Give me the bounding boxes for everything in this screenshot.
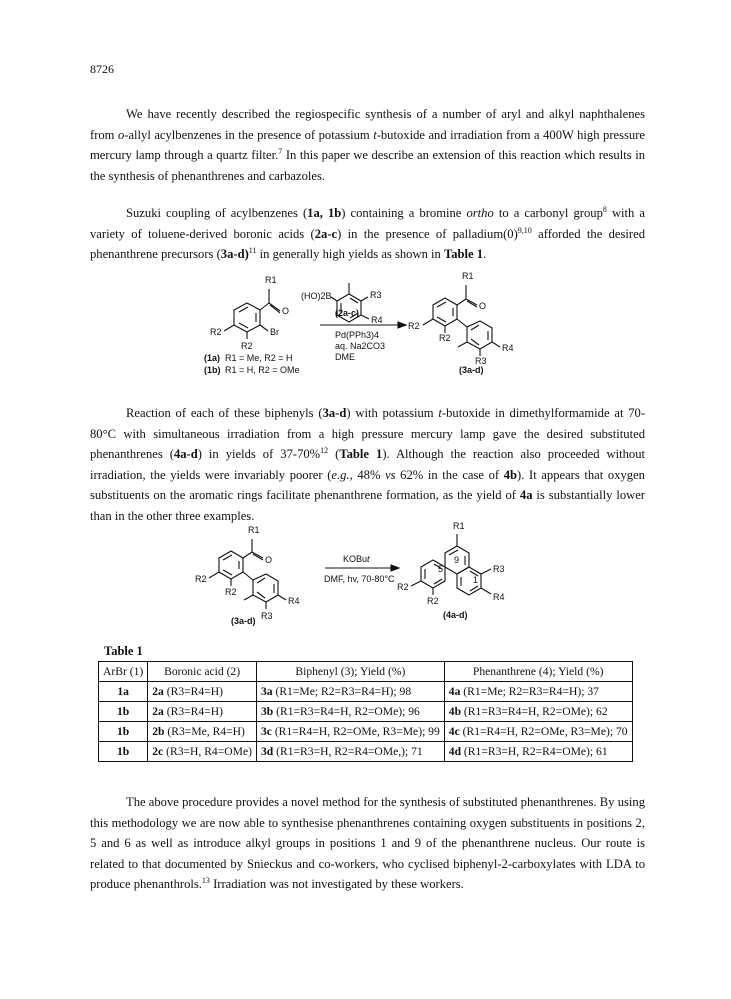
label-r2: R2 (241, 341, 253, 351)
label-condition-base: aq. Na2CO3 (335, 341, 386, 351)
label-r1: R1 (453, 521, 465, 531)
label-r4: R4 (371, 315, 383, 325)
label-sm-3ad: (3a-d) (231, 616, 256, 626)
paragraph-suzuki: Suzuki coupling of acylbenzenes (1a, 1b) containing a bromine ortho to a carbonyl group$^8$ with a variety of toluene-derived boronic acids (2a-c) in the presence of $palladium(0)^{9,10}$ afforded the desired phenanthrene precursors $(3a-d)^{11}$ in generally high yields as shown in Table 1. (90, 204, 646, 262)
label-r3: R3 (261, 611, 273, 621)
label-r2: R2 (210, 327, 222, 337)
scheme-cyclisation (195, 520, 555, 628)
table-row (99, 682, 633, 702)
scheme-suzuki-coupling (195, 265, 555, 377)
cell-arbr: 1b (99, 742, 148, 762)
paragraph-conclusion: The above procedure provides a novel method for the synthesis of substituted phenanthrenes. By using this methodology we are now able to synthesise phenanthrenes containing oxygen substituents in positions 2, 5 and 6 as well as introduce alkyl groups in positions 1 and 9 of the phenanthrene nucleus. Our route is related to that documented by Snieckus and co-workers, who cyclised biphenyl-2-carboxylates with LDA to produce phenanthrols.$^{13}$ Irradiation was not investigated by these workers. (90, 795, 645, 892)
cell-boronic-acid: 2a (R3=R4=H) (148, 702, 257, 722)
cell-boronic-acid: 2c (R3=H, R4=OMe) (148, 742, 257, 762)
label-r3: R3 (370, 290, 382, 300)
label-product-3ad: (3a-d) (459, 365, 484, 375)
cell-arbr: 1b (99, 722, 148, 742)
label-r2: R2 (439, 333, 451, 343)
cell-biphenyl: 3d (R1=R3=H, R2=R4=OMe,); 71 (256, 742, 444, 762)
scheme-cyclisation-svg (195, 520, 555, 628)
label-boronic: (HO)2B (301, 291, 332, 301)
page-number: 8726 (90, 62, 114, 76)
label-r2: R2 (195, 574, 207, 584)
label-condition-pd: Pd(PPh3)4 (335, 330, 380, 340)
cell-arbr: 1a (99, 682, 148, 702)
cell-phenanthrene: 4c (R1=R4=H, R2=OMe, R3=Me); 70 (444, 722, 632, 742)
label-o: O (265, 555, 273, 565)
label-r3: R3 (493, 564, 505, 574)
label-product-4ad: (4a-d) (443, 610, 468, 620)
table-row (99, 742, 633, 762)
label-r4: R4 (502, 343, 514, 353)
cell-biphenyl: 3a (R1=Me; R2=R3=R4=H); 98 (256, 682, 444, 702)
label-r4: R4 (288, 596, 300, 606)
table-header-row (99, 662, 633, 682)
label-r1: R1 (265, 275, 277, 285)
label-reagent: KOBut (343, 554, 370, 564)
label-compound-1b: (1b) (204, 365, 221, 375)
paragraph-intro: We have recently described the regiospecific synthesis of a number of aryl and alkyl naphthalenes from o-allyl acylbenzenes in the presence of potassium t-butoxide and irradiation from a 400W high pressure mercury lamp through a quartz filter.$^7$ In this paper we describe an extension of this reaction which results in the synthesis of phenanthrenes and carbazoles. (90, 107, 645, 183)
column-header: ArBr (1) (99, 662, 148, 682)
cell-boronic-acid: 2a (R3=R4=H) (148, 682, 257, 702)
paragraph-irradiation: Reaction of each of these biphenyls (3a-d) with potassium t-butoxide in dimethylformamide at 70-80°C with simultaneous irradiation from a high pressure mercury lamp gave the desired substituted phenanthrenes (4a-d) in yields of 37-70%$^{12}$ (Table 1). Although the reaction also proceeded without irradiation, the yields were invariably poorer (e.g., 48% vs 62% in the case of 4b). It appears that oxygen substituents on the aromatic rings facilitate phenanthrene formation, as the yield of 4a is substantially lower than in the other three examples. (90, 406, 646, 523)
label-r2: R2 (397, 582, 409, 592)
label-br: Br (270, 327, 279, 337)
label-position-1: 1 (473, 575, 479, 585)
cell-phenanthrene: 4d (R1=R3=H, R2=R4=OMe); 61 (444, 742, 632, 762)
table-row (99, 722, 633, 742)
label-o: O (282, 306, 290, 316)
label-r1: R1 (248, 525, 260, 535)
label-position-9: 9 (454, 555, 460, 565)
label-r1: R1 (462, 271, 474, 281)
label-compound-1b-def: R1 = H, R2 = OMe (225, 365, 300, 375)
label-compound-1a: (1a) (204, 353, 221, 363)
label-condition-solvent: DME (335, 352, 355, 362)
label-r4: R4 (493, 592, 505, 602)
scheme-suzuki-svg (195, 265, 555, 377)
label-r2: R2 (408, 321, 420, 331)
cell-boronic-acid: 2b (R3=Me, R4=H) (148, 722, 257, 742)
cell-biphenyl: 3c (R1=R4=H, R2=OMe, R3=Me); 99 (256, 722, 444, 742)
column-header: Biphenyl (3); Yield (%) (256, 662, 444, 682)
label-conditions: DMF, hv, 70-80°C (324, 574, 395, 584)
table-caption: Table 1 (104, 644, 143, 658)
column-header: Boronic acid (2) (148, 662, 257, 682)
label-o: O (479, 301, 487, 311)
cell-phenanthrene: 4b (R1=R3=R4=H, R2=OMe); 62 (444, 702, 632, 722)
label-position-5: 5 (438, 564, 444, 574)
label-r3: R3 (475, 356, 487, 366)
cell-biphenyl: 3b (R1=R3=R4=H, R2=OMe); 96 (256, 702, 444, 722)
cell-phenanthrene: 4a (R1=Me; R2=R3=R4=H); 37 (444, 682, 632, 702)
results-table (98, 661, 633, 762)
table-row (99, 702, 633, 722)
column-header: Phenanthrene (4); Yield (%) (444, 662, 632, 682)
label-r2: R2 (427, 596, 439, 606)
label-compound-1a-def: R1 = Me, R2 = H (225, 353, 293, 363)
label-r2: R2 (225, 587, 237, 597)
cell-arbr: 1b (99, 702, 148, 722)
label-reagent-2ac: (2a-c) (335, 308, 360, 318)
